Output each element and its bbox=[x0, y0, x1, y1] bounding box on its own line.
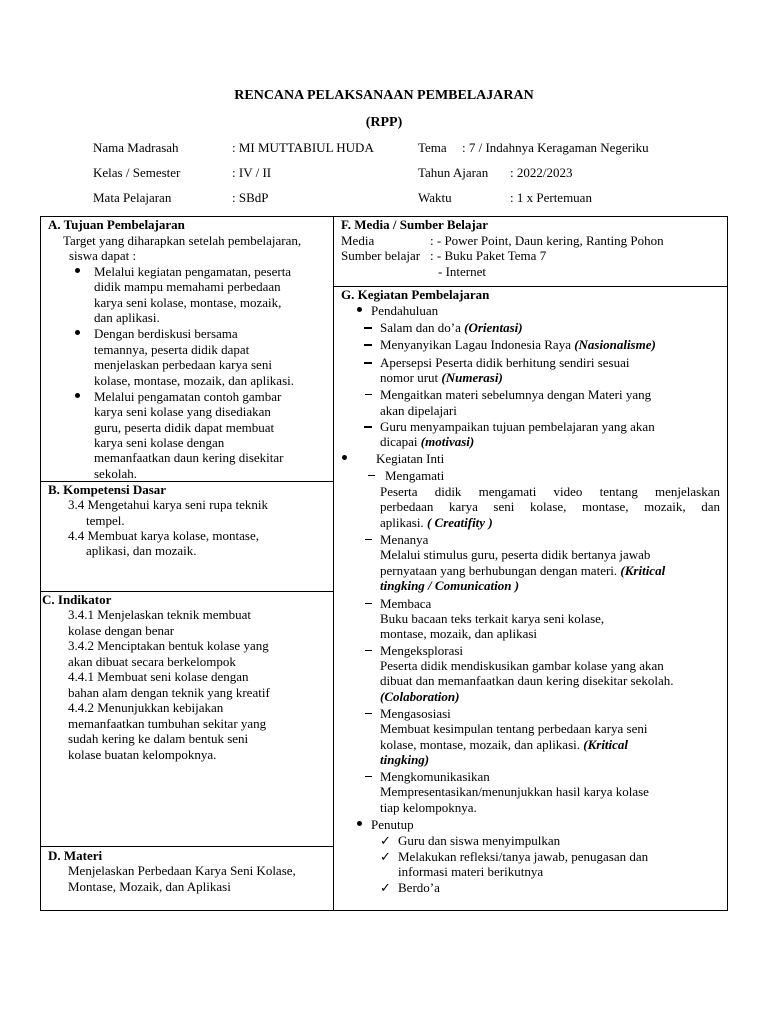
tujuan-line: karya seni kolase, montase, mozaik, bbox=[94, 295, 282, 310]
tujuan-line: temannya, peserta didik dapat bbox=[94, 342, 250, 357]
pendahuluan-item: Apersepsi Peserta didik berhitung sendiri sesuai bbox=[380, 355, 630, 370]
tujuan-line: karya seni kolase yang disediakan bbox=[94, 404, 271, 419]
label-mata-pelajaran: Mata Pelajaran bbox=[93, 190, 172, 205]
section-d-heading: D. Materi bbox=[48, 848, 103, 863]
sumber-value: : - Buku Paket Tema 7 bbox=[430, 248, 547, 263]
pendahuluan-item: dicapai (motivasi) bbox=[380, 434, 475, 449]
penutup-item: Berdo’a bbox=[398, 880, 440, 895]
kompetensi-line: 4.4 Membuat karya kolase, montase, bbox=[68, 528, 259, 543]
indikator-line: 3.4.2 Menciptakan bentuk kolase yang bbox=[68, 638, 269, 653]
dash-icon bbox=[364, 344, 372, 346]
mengeksplorasi-line: Peserta didik mendiskusikan gambar kolase yang akan bbox=[380, 658, 664, 673]
bullet-icon bbox=[75, 330, 80, 335]
mengasosiasi-label: Mengasosiasi bbox=[380, 706, 451, 721]
section-f-heading: F. Media / Sumber Belajar bbox=[341, 217, 488, 232]
mengeksplorasi-line: dibuat dan memanfaatkan daun kering disekitar sekolah. bbox=[380, 673, 674, 688]
dash-icon bbox=[365, 713, 372, 714]
membaca-line: montase, mozaik, dan aplikasi bbox=[380, 626, 538, 641]
tujuan-line: memanfaatkan daun kering disekitar bbox=[94, 450, 284, 465]
value-mata-pelajaran: : SBdP bbox=[232, 190, 269, 205]
indikator-line: kolase dengan benar bbox=[68, 623, 175, 638]
membaca-line: Buku bacaan teks terkait karya seni kolase, bbox=[380, 611, 605, 626]
label-kelas-semester: Kelas / Semester bbox=[93, 165, 181, 180]
sumber-value-internet: - Internet bbox=[438, 264, 487, 279]
membaca-label: Membaca bbox=[380, 596, 432, 611]
penutup-label: Penutup bbox=[371, 817, 414, 832]
mengamati-label: Mengamati bbox=[385, 468, 445, 483]
indikator-line: kolase buatan kelompoknya. bbox=[68, 747, 217, 762]
checkmark-icon: ✓ bbox=[380, 880, 391, 895]
page-title: RENCANA PELAKSANAAN PEMBELAJARAN bbox=[234, 88, 534, 103]
tujuan-line: guru, peserta didik dapat membuat bbox=[94, 420, 275, 435]
pendahuluan-item: akan dipelajari bbox=[380, 403, 457, 418]
mengamati-line: perbedaan karya seni kolase, montase, mozaik, dan bbox=[380, 499, 720, 514]
pendahuluan-item: Mengaitkan materi sebelumnya dengan Materi yang bbox=[380, 387, 652, 402]
tujuan-line: didik mampu memahami perbedaan bbox=[94, 279, 281, 294]
value-kelas-semester: : IV / II bbox=[232, 165, 272, 180]
tujuan-line: Melalui pengamatan contoh gambar bbox=[94, 389, 282, 404]
section-a-intro: siswa dapat : bbox=[69, 248, 137, 263]
kegiatan-inti-label: Kegiatan Inti bbox=[376, 451, 445, 466]
dash-icon bbox=[368, 475, 375, 476]
media-label: Media bbox=[341, 233, 375, 248]
checkmark-icon: ✓ bbox=[380, 849, 391, 864]
bullet-icon bbox=[75, 393, 80, 398]
value-tahun-ajaran: : 2022/2023 bbox=[510, 165, 573, 180]
mengasosiasi-tag: tingking) bbox=[380, 752, 430, 767]
dash-icon bbox=[365, 394, 372, 395]
mengasosiasi-line: Membuat kesimpulan tentang perbedaan karya seni bbox=[380, 721, 648, 736]
value-nama-madrasah: : MI MUTTABIUL HUDA bbox=[232, 140, 374, 155]
indikator-line: sudah kering ke dalam bentuk seni bbox=[68, 731, 249, 746]
label-waktu: Waktu bbox=[418, 190, 452, 205]
tujuan-line: karya seni kolase dengan bbox=[94, 435, 225, 450]
menanya-line: pernyataan yang berhubungan dengan materi. (Kritical bbox=[380, 563, 666, 578]
kompetensi-line: 3.4 Mengetahui karya seni rupa teknik bbox=[68, 497, 268, 512]
label-nama-madrasah: Nama Madrasah bbox=[93, 140, 179, 155]
label-tahun-ajaran: Tahun Ajaran bbox=[418, 165, 489, 180]
tujuan-line: Dengan berdiskusi bersama bbox=[94, 326, 238, 341]
pendahuluan-item: Guru menyampaikan tujuan pembelajaran yang akan bbox=[380, 419, 655, 434]
penutup-item: Melakukan refleksi/tanya jawab, penugasan dan bbox=[398, 849, 649, 864]
value-waktu: : 1 x Pertemuan bbox=[510, 190, 592, 205]
indikator-line: 3.4.1 Menjelaskan teknik membuat bbox=[68, 607, 252, 622]
materi-line: Menjelaskan Perbedaan Karya Seni Kolase, bbox=[68, 863, 296, 878]
pendahuluan-item: Salam dan do’a (Orientasi) bbox=[380, 320, 523, 335]
mengkomunikasikan-line: tiap kelompoknya. bbox=[380, 800, 477, 815]
section-g-heading: G. Kegiatan Pembelajaran bbox=[341, 287, 490, 302]
mengasosiasi-line: kolase, montase, mozaik, dan aplikasi. (Kritical bbox=[380, 737, 629, 752]
dash-icon bbox=[365, 650, 372, 651]
menanya-line: Melalui stimulus guru, peserta didik bertanya jawab bbox=[380, 547, 651, 562]
tujuan-line: menjelaskan perbedaan karya seni bbox=[94, 357, 272, 372]
dash-icon bbox=[364, 426, 372, 428]
pendahuluan-item: nomor urut (Numerasi) bbox=[380, 370, 503, 385]
menanya-label: Menanya bbox=[380, 532, 429, 547]
kompetensi-line: aplikasi, dan mozaik. bbox=[86, 543, 197, 558]
bullet-icon bbox=[342, 455, 347, 460]
mengeksplorasi-label: Mengeksplorasi bbox=[380, 643, 464, 658]
section-c-heading: C. Indikator bbox=[42, 592, 112, 607]
tujuan-line: sekolah. bbox=[94, 466, 137, 481]
page-subtitle: (RPP) bbox=[365, 115, 403, 130]
mengamati-line: aplikasi. ( Creatifity ) bbox=[380, 515, 493, 530]
section-a-intro: Target yang diharapkan setelah pembelajaran, bbox=[63, 233, 302, 248]
dash-icon bbox=[364, 327, 372, 329]
bullet-icon bbox=[357, 821, 362, 826]
indikator-line: akan dibuat secara berkelompok bbox=[68, 654, 236, 669]
dash-icon bbox=[364, 362, 372, 364]
table-left-border bbox=[40, 216, 41, 911]
table-bottom-border bbox=[40, 910, 728, 911]
value-tema: : 7 / Indahnya Keragaman Negeriku bbox=[462, 140, 649, 155]
bullet-icon bbox=[75, 268, 80, 273]
mengkomunikasikan-label: Mengkomunikasikan bbox=[380, 769, 490, 784]
tujuan-line: Melalui kegiatan pengamatan, peserta bbox=[94, 264, 292, 279]
sumber-label: Sumber belajar bbox=[341, 248, 421, 263]
mengamati-line: Peserta didik mengamati video tentang menjelaskan bbox=[380, 484, 720, 499]
penutup-item: informasi materi berikutnya bbox=[398, 864, 544, 879]
table-column-divider bbox=[333, 216, 334, 911]
indikator-line: 4.4.1 Membuat seni kolase dengan bbox=[68, 669, 249, 684]
penutup-item: Guru dan siswa menyimpulkan bbox=[398, 833, 561, 848]
kompetensi-line: tempel. bbox=[86, 513, 125, 528]
pendahuluan-item: Menyanyikan Lagau Indonesia Raya (Nasionalisme) bbox=[380, 337, 656, 352]
pendahuluan-label: Pendahuluan bbox=[371, 303, 439, 318]
dash-icon bbox=[365, 776, 372, 777]
indikator-line: 4.4.2 Menunjukkan kebijakan bbox=[68, 700, 224, 715]
indikator-line: memanfaatkan tumbuhan sekitar yang bbox=[68, 716, 267, 731]
divider-c-d bbox=[40, 846, 334, 847]
mengkomunikasikan-line: Mempresentasikan/menunjukkan hasil karya kolase bbox=[380, 784, 649, 799]
menanya-tag: tingking / Comunication ) bbox=[380, 578, 520, 593]
section-a-heading: A. Tujuan Pembelajaran bbox=[48, 217, 185, 232]
label-tema: Tema bbox=[418, 140, 447, 155]
section-b-heading: B. Kompetensi Dasar bbox=[48, 482, 167, 497]
dash-icon bbox=[365, 539, 372, 540]
tujuan-line: dan aplikasi. bbox=[94, 310, 160, 325]
materi-line: Montase, Mozaik, dan Aplikasi bbox=[68, 879, 231, 894]
bullet-icon bbox=[357, 307, 362, 312]
checkmark-icon: ✓ bbox=[380, 833, 391, 848]
media-value: : - Power Point, Daun kering, Ranting Pohon bbox=[430, 233, 664, 248]
dash-icon bbox=[365, 603, 372, 604]
indikator-line: bahan alam dengan teknik yang kreatif bbox=[68, 685, 270, 700]
table-right-border bbox=[727, 216, 728, 911]
mengeksplorasi-tag: (Colaboration) bbox=[380, 689, 460, 704]
tujuan-line: kolase, montase, mozaik, dan aplikasi. bbox=[94, 373, 295, 388]
